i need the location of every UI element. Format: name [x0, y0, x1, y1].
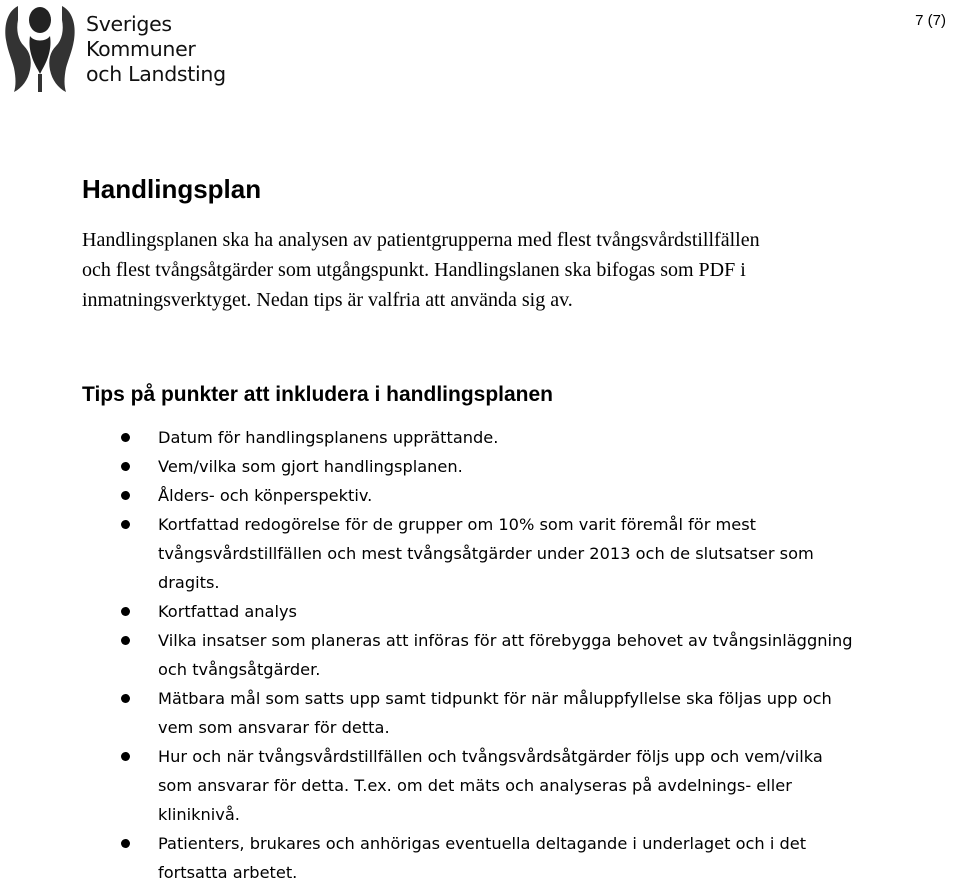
tip-text-line: Kortfattad analys: [158, 602, 297, 621]
tip-text-line: Vilka insatser som planeras att införas för att förebygga behovet av tvångsinläggning: [158, 631, 853, 650]
intro-line: och flest tvångsåtgärder som utgångspunkt. Handlingslanen ska bifogas som PDF i: [82, 259, 746, 281]
tip-text-line: fortsatta arbetet.: [158, 863, 298, 882]
document-title: Handlingsplan: [82, 174, 262, 204]
tip-text-line: Ålders- och könperspektiv.: [158, 486, 373, 505]
tip-text-line: Vem/vilka som gjort handlingsplanen.: [158, 457, 463, 476]
tip-text-line: dragits.: [158, 573, 220, 592]
tip-text-line: Hur och när tvångsvårdstillfällen och tvångsvårdsåtgärder följs upp och vem/vilka: [158, 747, 823, 766]
intro-paragraph: [82, 225, 960, 315]
tip-text-line: och tvångsåtgärder.: [158, 660, 321, 679]
intro-line: inmatningsverktyget. Nedan tips är valfria att använda sig av.: [82, 289, 573, 311]
tip-list-item: [118, 684, 938, 742]
tip-text-line: Datum för handlingsplanens upprättande.: [158, 428, 499, 447]
intro-line: Handlingsplanen ska ha analysen av patientgrupperna med flest tvångsvårdstillfällen: [82, 229, 760, 251]
tip-list-item: [118, 626, 938, 684]
tips-list: [118, 423, 938, 887]
tip-text-line: tvångsvårdstillfällen och mest tvångsåtgärder under 2013 och de slutsatser som: [158, 544, 814, 563]
logo-line: Kommuner: [86, 37, 196, 61]
logo-wordmark: [86, 12, 226, 87]
tip-list-item: [118, 481, 938, 510]
tip-text-line: Mätbara mål som satts upp samt tidpunkt för när måluppfyllelse ska följas upp och: [158, 689, 832, 708]
logo-line: och Landsting: [86, 62, 226, 86]
tip-text-line: Kortfattad redogörelse för de grupper om 10% som varit föremål för mest: [158, 515, 757, 534]
tip-list-item: [118, 597, 938, 626]
tip-list-item: [118, 452, 938, 481]
tip-text-line: vem som ansvarar för detta.: [158, 718, 390, 737]
tip-text-line: som ansvarar för detta. T.ex. om det mäts och analyseras på avdelnings- eller: [158, 776, 792, 795]
page-number: 7 (7): [915, 12, 946, 29]
tip-list-item: [118, 423, 938, 452]
skl-emblem-icon: [4, 2, 76, 94]
tip-list-item: [118, 829, 938, 887]
tip-list-item: [118, 510, 938, 597]
organization-logo: [4, 2, 234, 94]
tip-text-line: kliniknivå.: [158, 805, 240, 824]
tip-list-item: [118, 742, 938, 829]
tips-heading: Tips på punkter att inkludera i handlingsplanen: [82, 383, 554, 406]
tip-text-line: Patienters, brukares och anhörigas eventuella deltagande i underlaget och i det: [158, 834, 807, 853]
logo-line: Sveriges: [86, 12, 172, 36]
